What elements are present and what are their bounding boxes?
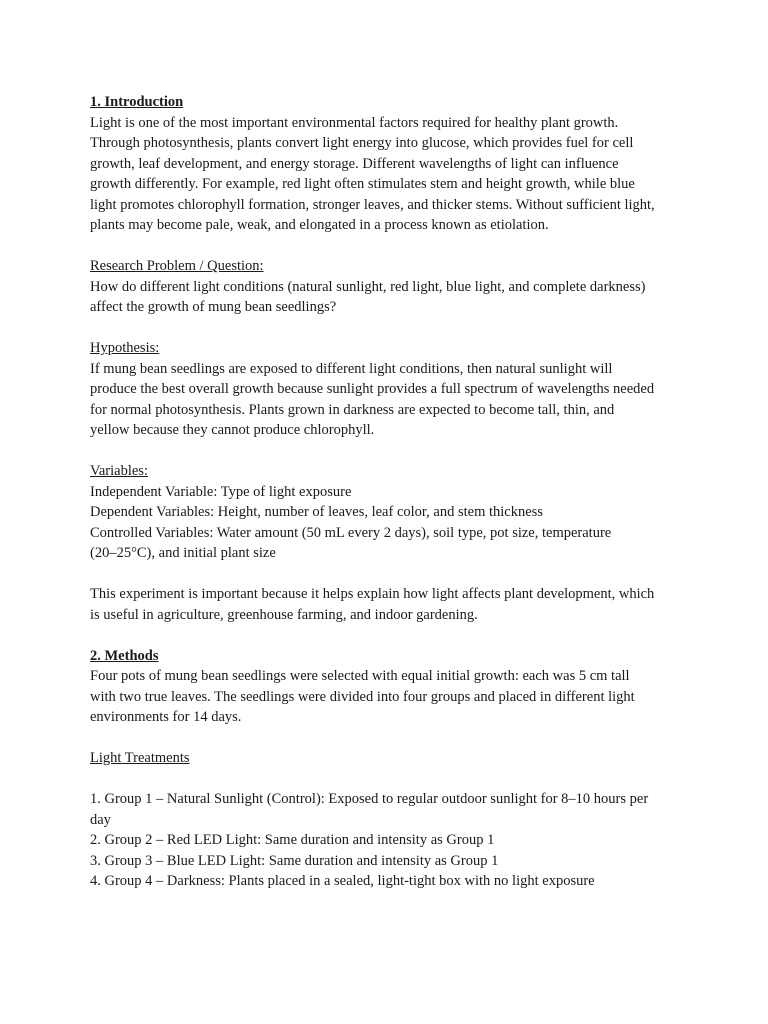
hypothesis-line: for normal photosynthesis. Plants grown in darkness are expected to become tall, thin, and — [90, 401, 615, 418]
hypothesis-heading: Hypothesis: — [90, 340, 160, 356]
paragraph-gap — [90, 236, 690, 257]
paragraph-gap — [90, 441, 690, 462]
importance-line: is useful in agriculture, greenhouse farming, and indoor gardening. — [90, 606, 478, 623]
hypothesis-line: yellow because they cannot produce chlorophyll. — [90, 422, 375, 438]
introduction-line: Light is one of the most important environmental factors required for healthy plant growth. — [90, 114, 619, 131]
hypothesis-line: If mung bean seedlings are exposed to different light conditions, then natural sunlight will — [90, 360, 613, 377]
treatment-item: 1. Group 1 – Natural Sunlight (Control): Exposed to regular outdoor sunlight for 8–10 hours per — [90, 791, 649, 807]
introduction-line: light promotes chlorophyll formation, stronger leaves, and thicker stems. Without sufficient light, — [90, 196, 655, 213]
treatment-item: 4. Group 4 – Darkness: Plants placed in a sealed, light-tight box with no light exposure — [90, 873, 595, 889]
introduction-line: growth differently. For example, red light often stimulates stem and height growth, while blue — [90, 176, 635, 192]
paragraph-gap — [90, 564, 690, 585]
paragraph-gap — [90, 769, 690, 790]
methods-heading: 2. Methods — [90, 647, 159, 664]
variables-line: Dependent Variables: Height, number of leaves, leaf color, and stem thickness — [90, 504, 543, 520]
introduction-line: Through photosynthesis, plants convert light energy into glucose, which provides fuel for cell — [90, 135, 634, 151]
variables-heading: Variables: — [90, 463, 148, 479]
introduction-line: growth, leaf development, and energy storage. Different wavelengths of light can influence — [90, 155, 619, 172]
treatment-item: 3. Group 3 – Blue LED Light: Same duration and intensity as Group 1 — [90, 852, 499, 869]
treatment-item: 2. Group 2 – Red LED Light: Same duration and intensity as Group 1 — [90, 832, 495, 848]
methods-line: environments for 14 days. — [90, 709, 242, 725]
introduction-heading: 1. Introduction — [90, 94, 184, 110]
importance-line: This experiment is important because it helps explain how light affects plant development, which — [90, 586, 655, 602]
research-line: affect the growth of mung bean seedlings? — [90, 299, 337, 315]
research-line: How do different light conditions (natural sunlight, red light, blue light, and complete darkness) — [90, 278, 646, 295]
paragraph-gap — [90, 728, 690, 749]
document-page — [90, 92, 690, 892]
introduction-line: plants may become pale, weak, and elongated in a process known as etiolation. — [90, 217, 549, 233]
variables-line: Independent Variable: Type of light exposure — [90, 483, 352, 500]
treatment-item: day — [90, 811, 111, 828]
variables-line: Controlled Variables: Water amount (50 mL every 2 days), soil type, pot size, temperature — [90, 524, 612, 541]
treatments-heading: Light Treatments — [90, 750, 190, 766]
methods-line: with two true leaves. The seedlings were divided into four groups and placed in different light — [90, 688, 635, 705]
variables-line: (20–25°C), and initial plant size — [90, 545, 276, 561]
paragraph-gap — [90, 625, 690, 646]
methods-line: Four pots of mung bean seedlings were selected with equal initial growth: each was 5 cm tall — [90, 668, 630, 684]
research-heading: Research Problem / Question: — [90, 258, 264, 274]
paragraph-gap — [90, 318, 690, 339]
hypothesis-line: produce the best overall growth because sunlight provides a full spectrum of wavelengths needed — [90, 381, 655, 397]
